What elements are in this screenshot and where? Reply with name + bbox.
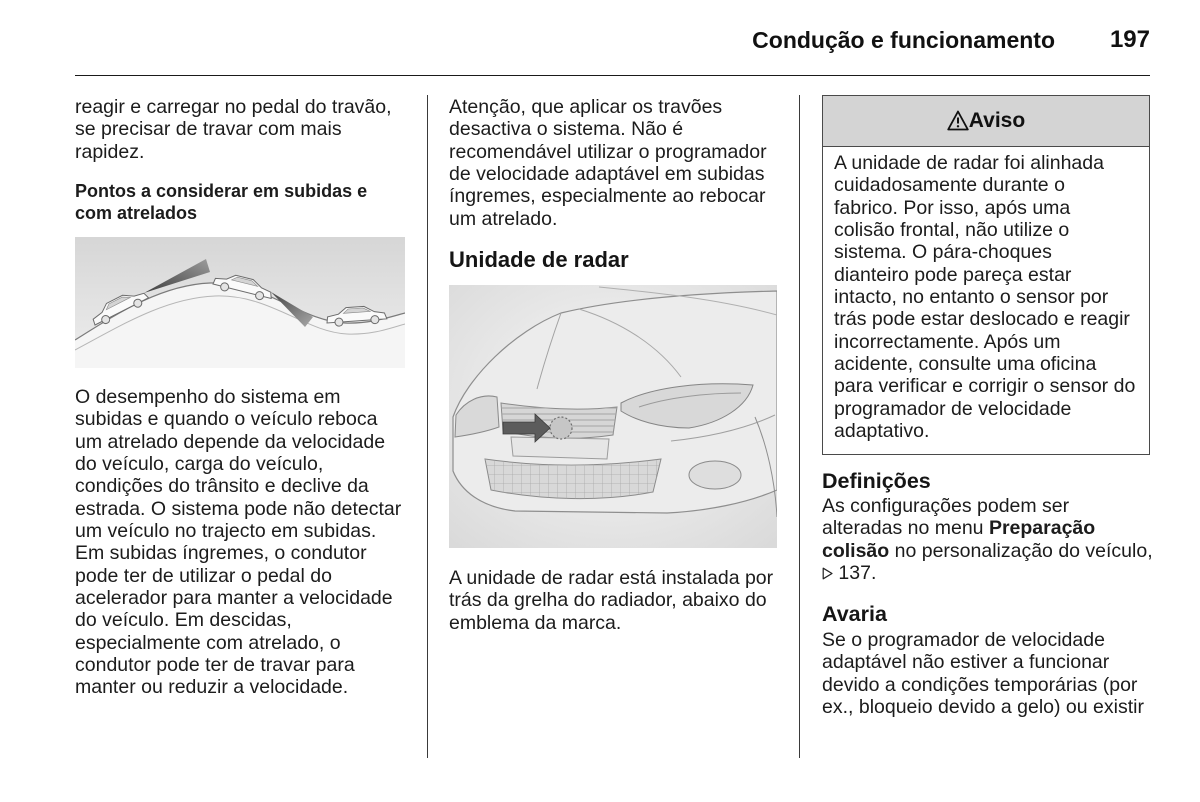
paragraph-line: ex., bloqueio devido a gelo) ou existir <box>822 696 1144 719</box>
paragraph-line: um veículo no trajecto em subidas. <box>75 520 377 543</box>
warning-line: fabrico. Por isso, após uma <box>834 196 1071 219</box>
paragraph-line: do veículo. Em descidas, <box>75 609 292 632</box>
warning-line: trás pode estar deslocado e reagir <box>834 308 1130 331</box>
paragraph-line: Se o programador de velocidade <box>822 629 1105 651</box>
paragraph-line: do veículo, carga do veículo, <box>75 453 324 476</box>
paragraph-line: O desempenho do sistema em <box>75 386 341 408</box>
paragraph-line: Em subidas íngremes, o condutor <box>75 542 367 565</box>
intro-paragraph <box>75 96 392 163</box>
paragraph-line: reagir e carregar no pedal do travão, <box>75 96 392 118</box>
figure-caption <box>449 567 773 634</box>
page-reference-number: 137. <box>833 562 877 585</box>
radar-unit-location-illustration <box>449 285 777 548</box>
caption-line: emblema da marca. <box>449 611 622 634</box>
text-segment: no personalização do veículo, <box>889 539 1153 562</box>
paragraph-line: estrada. O sistema pode não detectar <box>75 497 402 520</box>
paragraph-line <box>822 540 1153 562</box>
intro-paragraph <box>449 96 767 230</box>
warning-line: acidente, consulte uma oficina <box>834 353 1097 376</box>
text-segment: alteradas no menu <box>822 517 989 540</box>
warning-line: adaptativo. <box>834 420 930 443</box>
paragraph-line: condições do trânsito e declive da <box>75 475 369 498</box>
caption-line: A unidade de radar está instalada por <box>449 567 774 589</box>
column-divider-1 <box>427 95 428 758</box>
paragraph-line: rapidez. <box>75 140 145 163</box>
paragraph-line: condutor pode ter de travar para <box>75 654 355 677</box>
section-heading-settings: Definições <box>822 469 931 493</box>
warning-line: incorrectamente. Após um <box>834 330 1061 353</box>
warning-line: cuidadosamente durante o <box>834 174 1065 197</box>
fault-paragraph <box>822 629 1144 718</box>
subheading <box>75 180 367 224</box>
body-paragraph <box>75 386 401 699</box>
cross-reference-icon <box>822 567 833 580</box>
hill-driving-illustration <box>75 237 405 368</box>
paragraph-line: manter ou reduzir a velocidade. <box>75 676 349 699</box>
menu-name-bold: Preparação <box>988 517 1096 540</box>
warning-text <box>823 147 1149 442</box>
settings-paragraph <box>822 495 1153 584</box>
warning-header <box>823 96 1149 147</box>
paragraph-line: desactiva o sistema. Não é <box>449 118 684 141</box>
paragraph-line: adaptável não estiver a funcionar <box>822 651 1110 674</box>
section-heading-radar-unit: Unidade de radar <box>449 247 629 272</box>
section-title: Condução e funcionamento <box>752 27 1055 53</box>
warning-title: Aviso <box>968 109 1026 132</box>
caption-line: trás da grelha do radiador, abaixo do <box>449 589 767 612</box>
header-divider <box>75 75 1150 76</box>
subheading-line: com atrelados <box>75 203 198 223</box>
paragraph-line: pode ter de utilizar o pedal do <box>75 564 332 587</box>
column-divider-2 <box>799 95 800 758</box>
radar-sensor-icon <box>550 417 572 439</box>
paragraph-line: especialmente com atrelado, o <box>75 631 341 654</box>
paragraph-line: subidas e quando o veículo reboca <box>75 408 378 431</box>
page-number: 197 <box>1109 26 1150 53</box>
section-heading-fault: Avaria <box>822 602 887 626</box>
subheading-line: Pontos a considerar em subidas e <box>75 181 368 201</box>
warning-triangle-icon <box>947 110 969 131</box>
paragraph-line <box>822 517 1153 539</box>
paragraph-line: de velocidade adaptável em subidas <box>449 163 765 186</box>
warning-box <box>822 95 1150 455</box>
paragraph-line: Atenção, que aplicar os travões <box>449 96 723 118</box>
paragraph-line: recomendável utilizar o programador <box>449 140 767 163</box>
page-reference <box>822 562 1153 584</box>
paragraph-line: devido a condições temporárias (por <box>822 673 1138 696</box>
paragraph-line: se precisar de travar com mais <box>75 118 342 141</box>
warning-line: para verificar e corrigir o sensor do <box>834 375 1136 398</box>
warning-line: programador de velocidade <box>834 397 1072 420</box>
warning-line: dianteiro pode pareça estar <box>834 263 1072 286</box>
warning-line: sistema. O pára-choques <box>834 241 1052 264</box>
paragraph-line: As configurações podem ser <box>822 495 1070 517</box>
paragraph-line: íngremes, especialmente ao rebocar <box>449 185 766 208</box>
warning-line: intacto, no entanto o sensor por <box>834 286 1109 309</box>
menu-name-bold: colisão <box>822 539 890 562</box>
warning-line: A unidade de radar foi alinhada <box>834 152 1104 174</box>
paragraph-line: acelerador para manter a velocidade <box>75 587 393 610</box>
paragraph-line: um atrelado depende da velocidade <box>75 430 386 453</box>
paragraph-line: um atrelado. <box>449 207 558 230</box>
warning-line: colisão frontal, não utilize o <box>834 219 1070 242</box>
